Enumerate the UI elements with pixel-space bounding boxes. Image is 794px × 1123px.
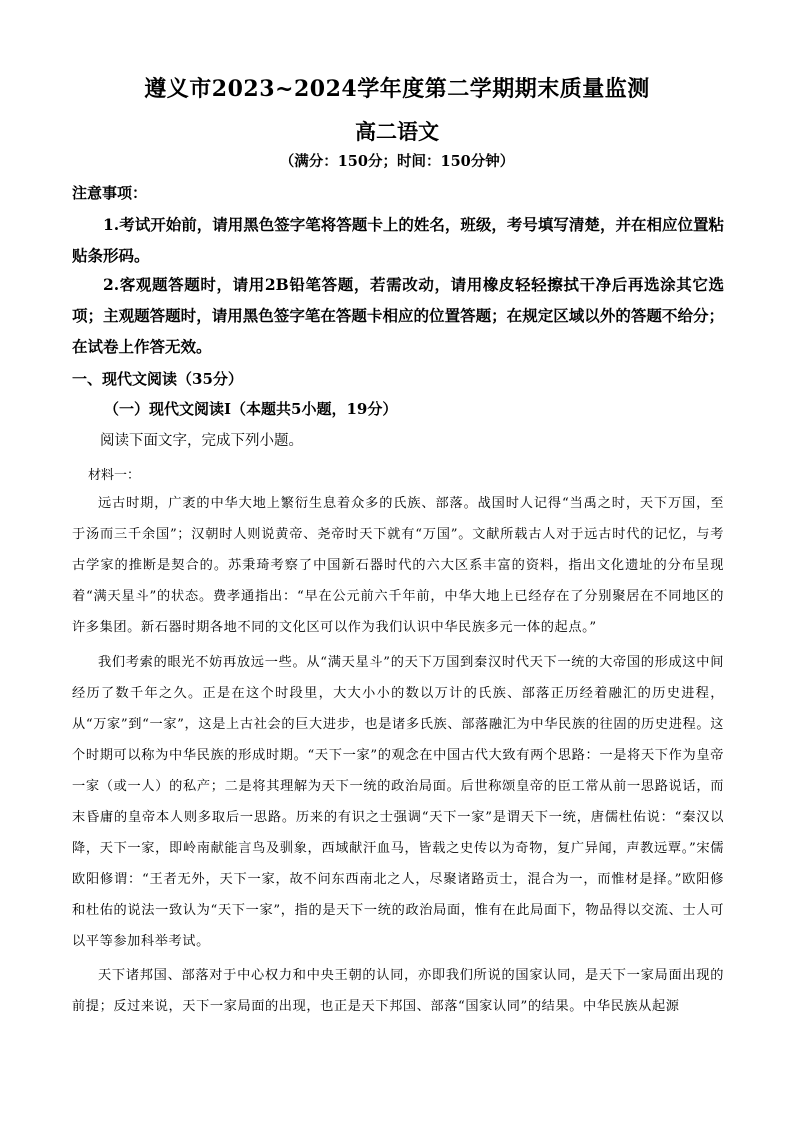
paragraph-3: 天下诸邦国、部落对于中心权力和中央王朝的认同，亦即我们所说的国家认同，是天下一家局面出现的前提；反过来说，天下一家局面的出现，也正是天下邦国、部落“国家认同”的结果。中华民族从起源 <box>72 968 724 1014</box>
notice-item-1: 1.考试开始前，请用黑色签字笔将答题卡上的姓名，班级，考号填写清楚，并在相应位置粘贴条形码。 <box>72 215 724 265</box>
notice-item-2: 2.客观题答题时，请用2B铅笔答题，若需改动，请用橡皮轻轻擦拭干净后再选涂其它选项；主观题答题时，请用黑色签字笔在答题卡相应的位置答题；在规定区域以外的答题不给分；在试卷上作答无效。 <box>72 275 724 356</box>
reading-instruction: 阅读下面文字，完成下列小题。 <box>100 433 303 449</box>
paragraph-2: 我们考索的眼光不妨再放远一些。从“满天星斗”的天下万国到秦汉时代天下一统的大帝国的形成这中间经历了数千年之久。正是在这个时段里，大大小小的数以万计的氏族、部落正历经着融汇的历史进程，从“万家”到“一家”，这是上古社会的巨大进步，也是诸多氏族、部落融汇为中华民族的往固的历史进程。这个时期可以称为中华民族的形成时期。“天下一家”的观念在中国古代大致有两个思路：一是将天下作为皇帝一家（或一人）的私产；二是将其理解为天下一统的政治局面。后世称颂皇帝的臣工常从前一思路说话，而末昏庸的皇帝本人则多取后一思路。历来的有识之士强调“天下一家”是谓天下一统，唐儒杜佑说：“秦汉以降，天下一家，即岭南献能言鸟及驯象，西域献汗血马，皆载之史传以为奇物，复广异闻，声教远覃。”宋儒欧阳修谓：“王者无外，天下一家，故不问东西南北之人，尽聚诸路贡士，混合为一，而惟材是择。”欧阳修和杜佑的说法一致认为“天下一家”，指的是天下一统的政治局面，惟有在此局面下，物品得以交流、士人可以平等参加科举考试。 <box>72 655 724 949</box>
material-label: 材料一： <box>88 468 141 483</box>
exam-title: 遵义市2023~2024学年度第二学期期末质量监测 <box>144 76 650 102</box>
section-heading: 一、现代文阅读（35分） <box>72 370 243 388</box>
subject-title: 高二语文 <box>355 119 439 144</box>
exam-meta: （满分：150分；时间：150分钟） <box>279 153 515 170</box>
subsection-heading: （一）现代文阅读Ⅰ（本题共5小题，19分） <box>104 400 398 418</box>
paragraph-1: 远古时期，广袤的中华大地上繁衍生息着众多的氏族、部落。战国时人记得“当禹之时，天下万国，至于汤而三千余国”；汉朝时人则说黄帝、尧帝时天下就有“万国”。文献所载古人对于远古时代的记忆，与考古学家的推断是契合的。苏秉琦考察了中国新石器时代的六大区系丰富的资料，指出文化遗址的分布呈现着“满天星斗”的状态。费孝通指出：“早在公元前六千年前，中华大地上已经存在了分别聚居在不同地区的许多集团。新石器时期各地不同的文化区可以作为我们认识中华民族多元一体的起点。” <box>72 496 724 635</box>
notice-heading: 注意事项： <box>72 184 148 202</box>
